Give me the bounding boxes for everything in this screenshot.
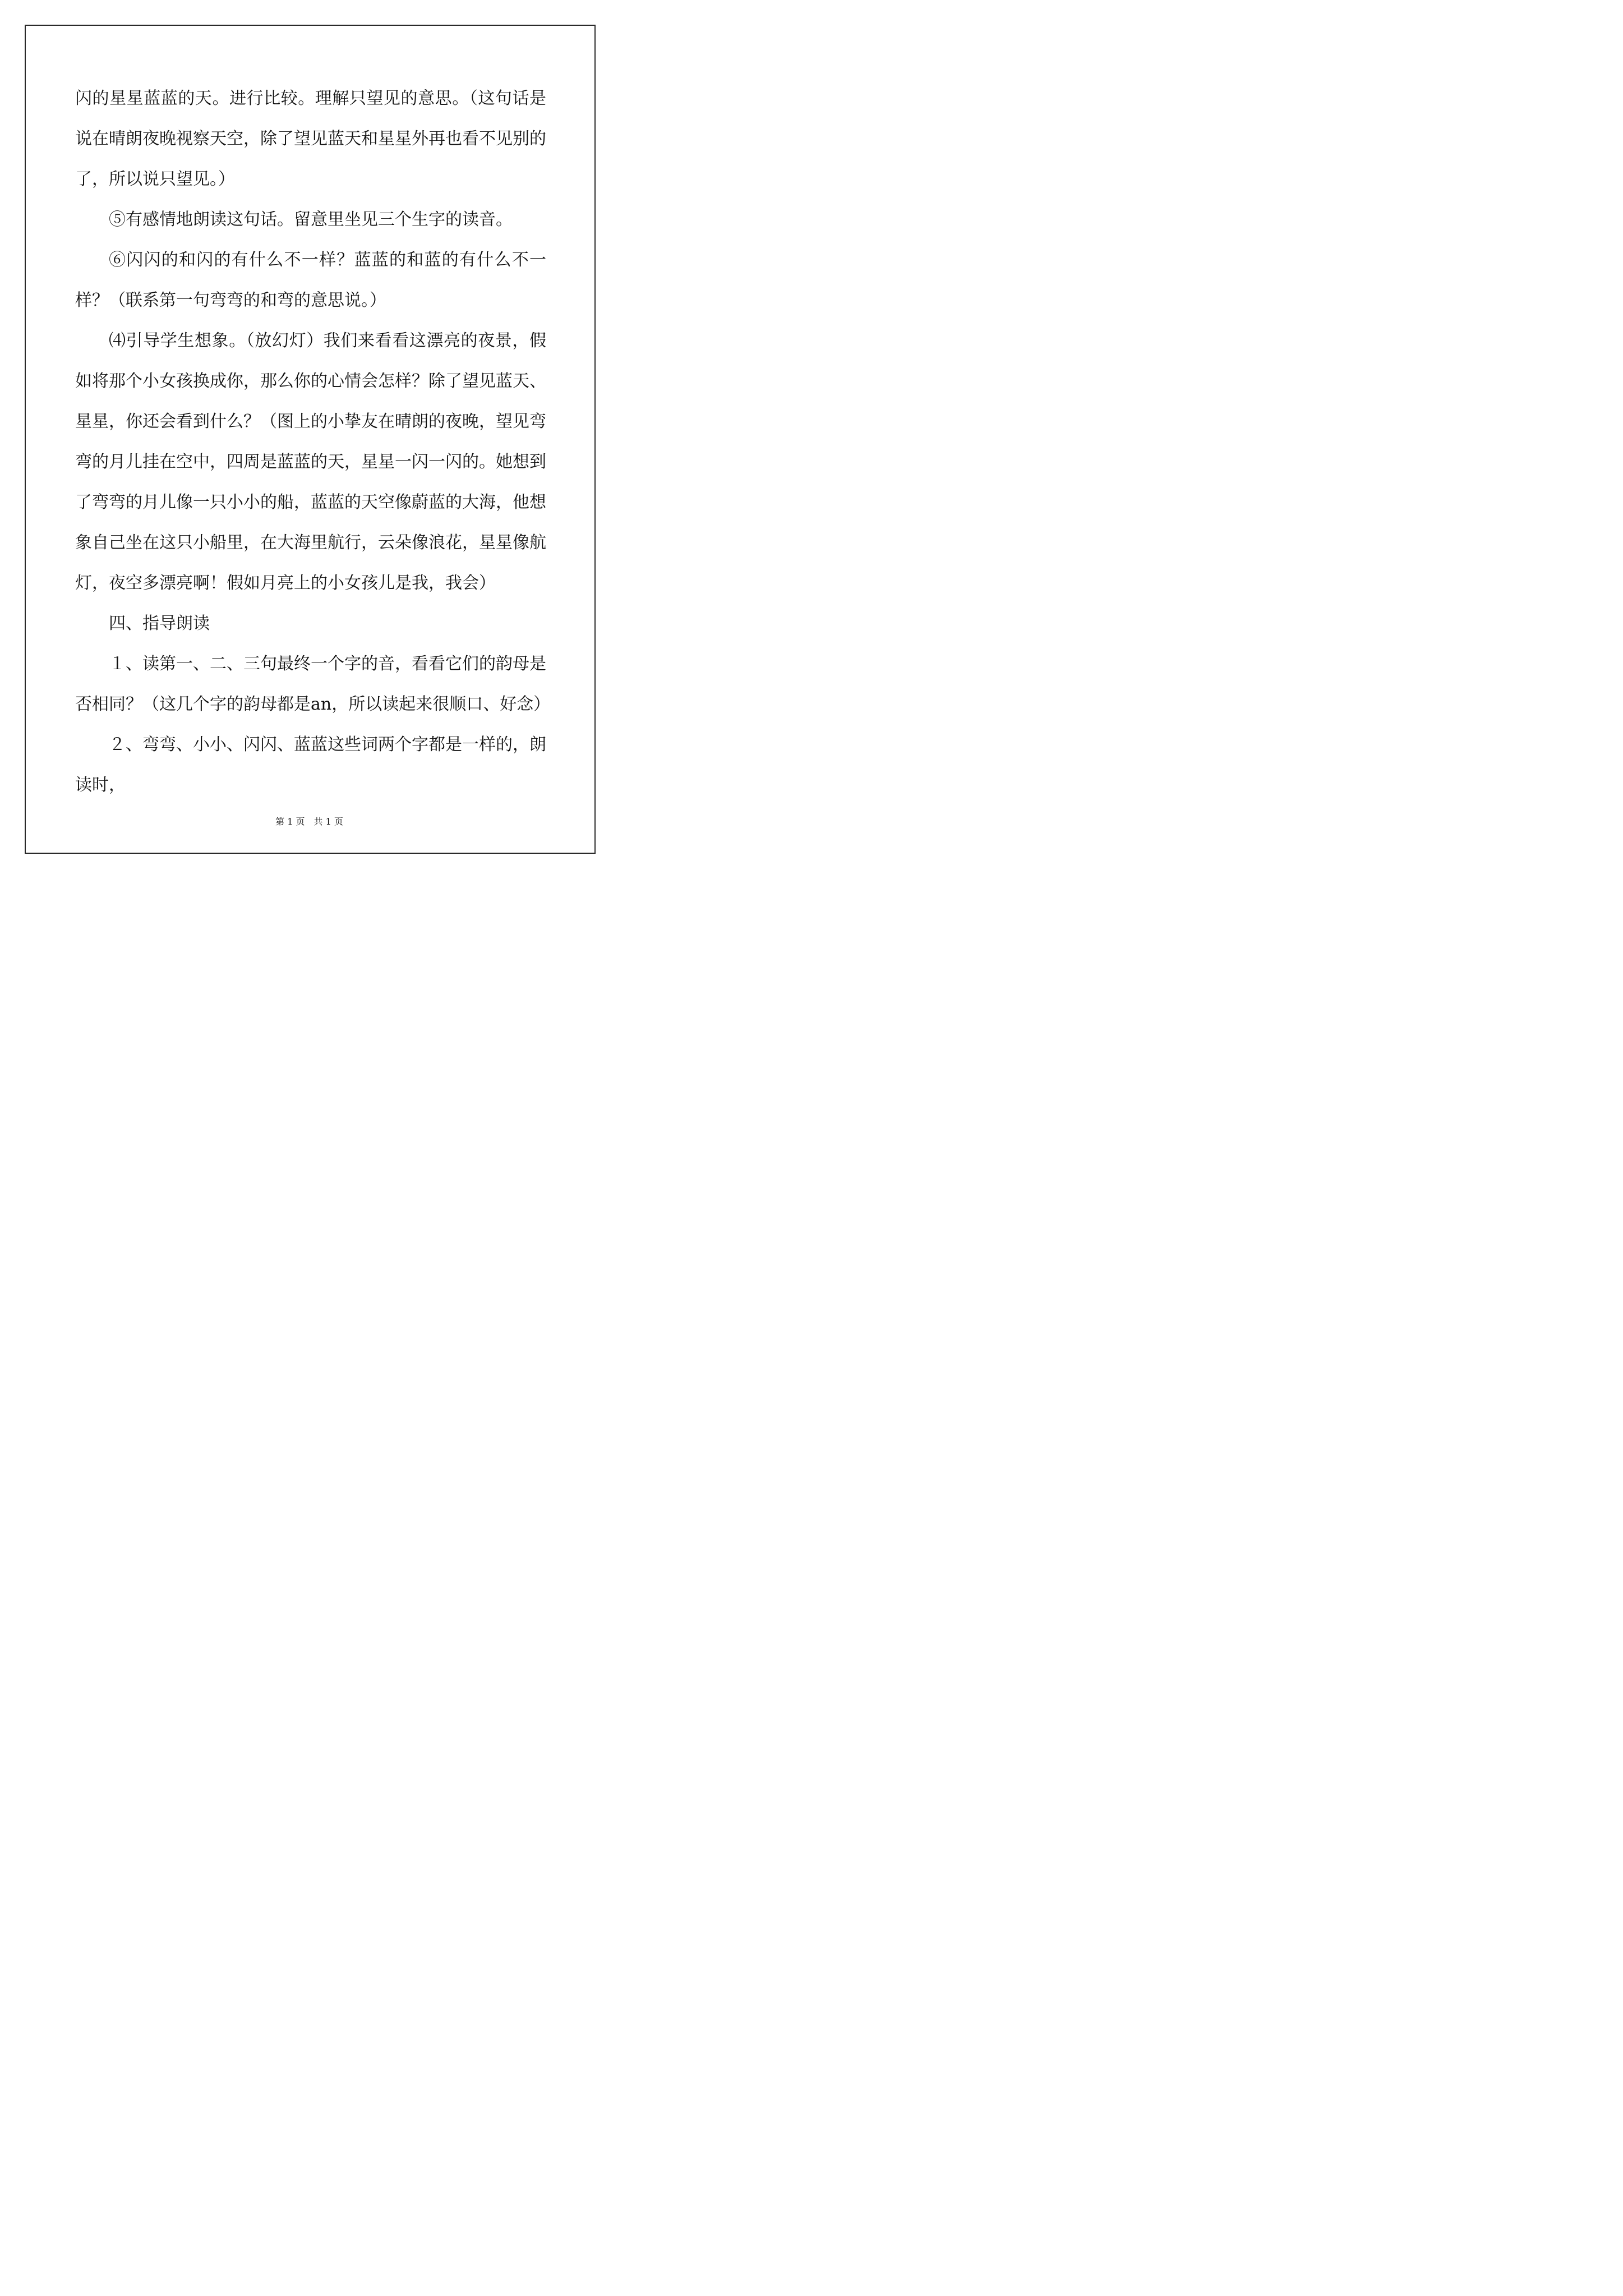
paragraph: ２、弯弯、小小、闪闪、蓝蓝这些词两个字都是一样的，朗读时， [75,735,546,795]
section-heading: 四、指导朗读 [109,614,210,633]
paragraph: ⑥闪闪的和闪的有什么不一样？蓝蓝的和蓝的有什么不一样？（联系第一句弯弯的和弯的意思说。） [75,250,546,310]
paragraph: ⑷引导学生想象。（放幻灯）我们来看看这漂亮的夜景，假如将那个小女孩换成你，那么你的心情会怎样？除了望见蓝天、星星，你还会看到什么？（图上的小挚友在晴朗的夜晚，望见弯弯的月儿挂在空中，四周是蓝蓝的天，星星一闪一闪的。她想到了弯弯的月儿像一只小小的船，蓝蓝的天空像蔚蓝的大海，他想象自己坐在这只小船里，在大海里航行，云朵像浪花，星星像航灯，夜空多漂亮啊！假如月亮上的小女孩儿是我，我会） [75,331,546,593]
paragraph: ⑤有感情地朗读这句话。留意里坐见三个生字的读音。 [109,210,513,229]
document-body [75,79,551,806]
paragraph: １、读第一、二、三句最终一个字的音，看看它们的韵母是否相同？（这几个字的韵母都是an，所以读起来很顺口、好念） [75,654,551,714]
paragraph: 闪的星星蓝蓝的天。进行比较。理解只望见的意思。（这句话是说在晴朗夜晚视察天空，除了望见蓝天和星星外再也看不见别的了，所以说只望见。） [75,89,546,189]
page-footer: 第 1 页 共 1 页 [275,816,343,827]
